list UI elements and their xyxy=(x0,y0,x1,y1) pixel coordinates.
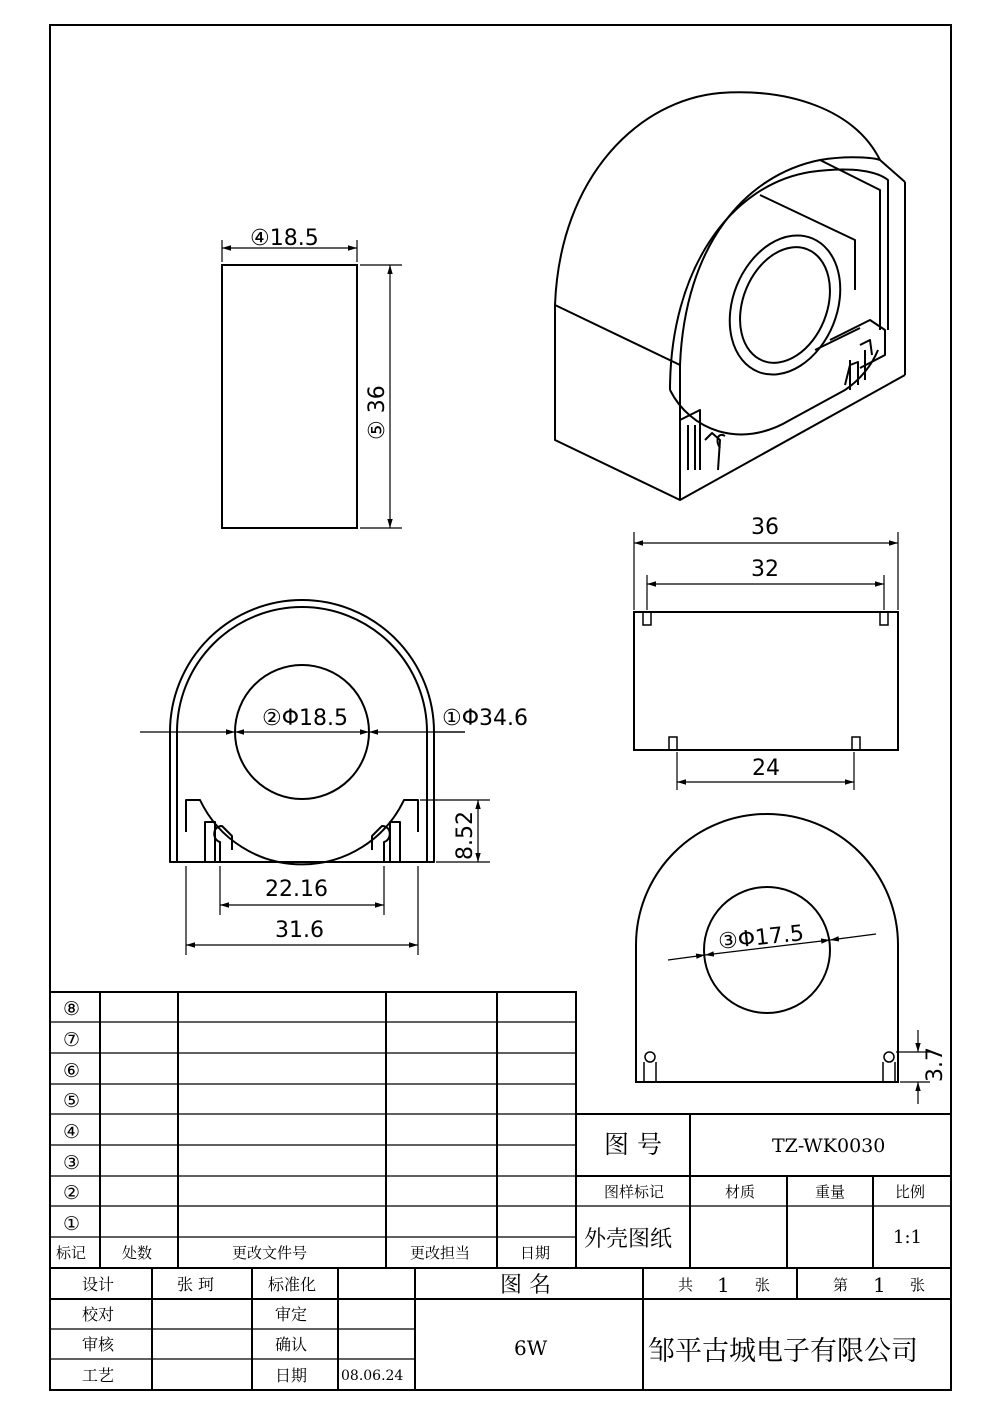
sheet-index-label: 第 xyxy=(833,1276,849,1294)
front-slot-height-label: 8.52 xyxy=(453,811,478,860)
side-hole-diameter-label: ③Φ17.5 xyxy=(717,921,806,955)
revision-row-5: ⑤ xyxy=(63,1090,81,1112)
craft-label: 工艺 xyxy=(82,1366,115,1385)
side-view xyxy=(636,814,948,1104)
confirm-label: 确认 xyxy=(275,1335,308,1354)
top-view xyxy=(634,515,898,790)
front-view xyxy=(140,600,528,955)
designer-name: 张 珂 xyxy=(177,1275,215,1294)
strip-view xyxy=(222,226,402,528)
revision-row-6: ⑥ xyxy=(63,1060,81,1082)
design-label: 设计 xyxy=(82,1275,115,1294)
revision-row-2: ② xyxy=(63,1182,81,1204)
drawing-number-label: 图 号 xyxy=(604,1130,662,1159)
date-label: 日期 xyxy=(275,1366,308,1385)
strip-width-label: ④18.5 xyxy=(250,226,319,251)
side-pin-height-label: 3.7 xyxy=(923,1047,948,1082)
bottom-block xyxy=(50,1268,951,1390)
date-value: 08.06.24 xyxy=(341,1368,404,1384)
mark-label: 图样标记 xyxy=(604,1183,665,1201)
mark-value: 外壳图纸 xyxy=(584,1227,673,1252)
sheet-index-unit: 张 xyxy=(910,1276,926,1294)
revision-header-count: 处数 xyxy=(122,1244,153,1262)
front-outer-width-label: 31.6 xyxy=(275,918,324,943)
revision-row-7: ⑦ xyxy=(63,1029,81,1051)
revision-header-file: 更改文件号 xyxy=(232,1244,308,1262)
check-label: 校对 xyxy=(82,1305,115,1324)
revision-row-1: ① xyxy=(63,1213,81,1235)
strip-height-label: ⑤ 36 xyxy=(365,385,390,440)
revision-header-owner: 更改担当 xyxy=(410,1244,471,1262)
drawing-number-value: TZ-WK0030 xyxy=(772,1135,886,1157)
total-value: 1 xyxy=(717,1273,730,1297)
company-name: 邹平古城电子有限公司 xyxy=(648,1336,918,1367)
top-width-24-label: 24 xyxy=(752,756,780,781)
front-inner-width-label: 22.16 xyxy=(265,877,328,902)
total-unit: 张 xyxy=(755,1276,771,1294)
audit-label: 审核 xyxy=(82,1335,115,1354)
review-label: 审定 xyxy=(275,1305,308,1324)
revision-table xyxy=(50,992,576,1268)
drawing-name-label: 图 名 xyxy=(500,1273,551,1298)
revision-row-8: ⑧ xyxy=(63,998,81,1020)
top-width-32-label: 32 xyxy=(751,557,779,582)
scale-label: 比例 xyxy=(895,1183,926,1201)
standard-label: 标准化 xyxy=(268,1275,317,1294)
weight-label: 重量 xyxy=(815,1183,846,1201)
drawing-name-value: 6W xyxy=(514,1336,548,1360)
front-outer-diameter-label: ①Φ34.6 xyxy=(442,706,529,731)
revision-row-3: ③ xyxy=(63,1152,81,1174)
isometric-view xyxy=(555,92,905,500)
total-label: 共 xyxy=(678,1276,694,1294)
top-width-36-label: 36 xyxy=(751,515,779,540)
revision-row-4: ④ xyxy=(63,1121,81,1143)
scale-value: 1:1 xyxy=(893,1227,922,1248)
front-inner-diameter-label: ②Φ18.5 xyxy=(262,706,349,731)
sheet-index-value: 1 xyxy=(873,1273,886,1297)
title-block xyxy=(576,1114,951,1268)
material-label: 材质 xyxy=(725,1183,756,1201)
revision-header-date: 日期 xyxy=(520,1244,551,1262)
revision-header-mark: 标记 xyxy=(56,1244,87,1262)
